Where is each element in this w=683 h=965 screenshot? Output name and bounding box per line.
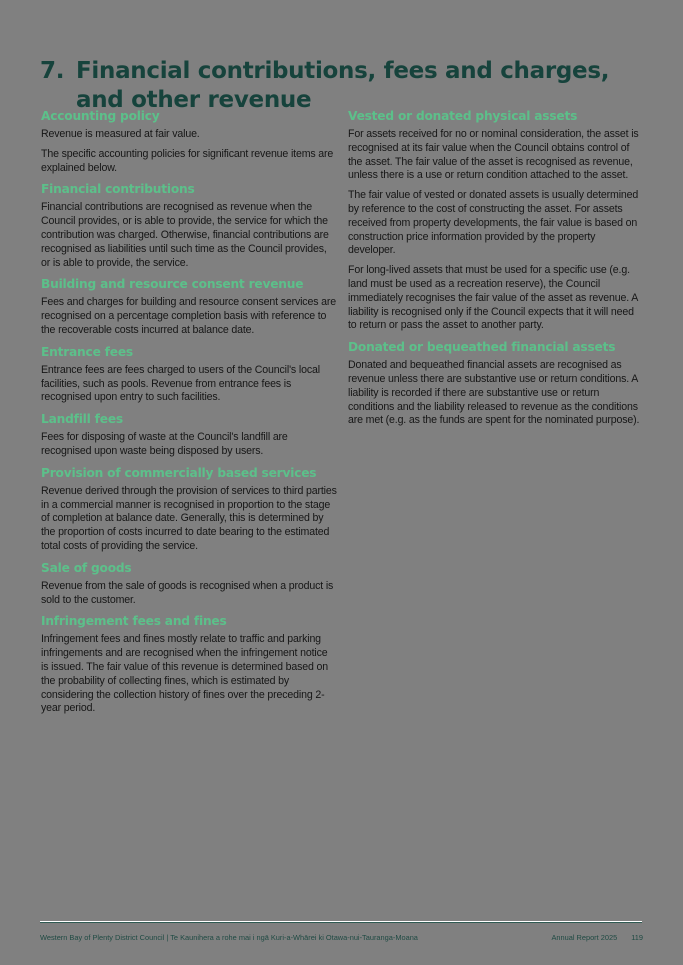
section-heading: Financial contributions <box>41 182 195 197</box>
footer-report-info <box>551 933 643 943</box>
section-vested-donated-physical-assets <box>348 108 644 333</box>
section-heading: Accounting policy <box>41 109 160 123</box>
paragraph: Donated and bequeathed financial assets are recognised as revenue unless there are substantive use or return conditions. A liability is recorded if there are substantive use or return conditions and the liability released to revenue as the conditions are met (e.g. as the funds are spent for the nominated purpose). <box>348 359 640 427</box>
paragraph: For long-lived assets that must be used for a specific use (e.g. land must be used as a recreation reserve), the Council immediately recognises the fair value of the asset as revenue. A liability is recognised only if the Council expects that it will need to return or pass the asset to another party. <box>348 264 638 332</box>
section-number: 7. <box>40 58 65 85</box>
section-heading: Donated or bequeathed financial assets <box>348 340 616 355</box>
section-heading: Landfill fees <box>41 412 123 427</box>
section-donated-bequeathed-financial-assets <box>348 339 644 428</box>
section-financial-contributions <box>41 181 337 270</box>
footer-divider-accent <box>40 922 642 923</box>
section-landfill-fees <box>41 411 337 459</box>
page-title-text: Financial contributions, fees and charges, and other revenue <box>76 58 610 114</box>
paragraph: The specific accounting policies for significant revenue items are explained below. <box>41 147 334 174</box>
section-entrance-fees <box>41 344 337 405</box>
section-heading: Infringement fees and fines <box>41 614 227 629</box>
section-infringement-fees <box>41 613 337 716</box>
section-sale-of-goods <box>41 560 337 608</box>
page-number: 119 <box>631 933 643 942</box>
left-column <box>41 108 337 722</box>
section-heading: Entrance fees <box>41 344 133 359</box>
paragraph: For assets received for no or nominal consideration, the asset is recognised at its fair value when the Council obtains control of the asset. The fair value of the asset is recognised as revenue, unless there is a use or return condition attached to the asset. <box>348 128 639 182</box>
footer-organisation: Western Bay of Plenty District Council | Te Kaunihera a rohe mai i ngā Kuri-a-Whārei ki Otawa-nui-Tauranga-Moana <box>40 933 418 942</box>
paragraph: Financial contributions are recognised as revenue when the Council provides, or is able to provide, the service for which the contribution was charged. Otherwise, financial contributions are recognised as liabilities until such time as the Council provides, or is able to provide, the service. <box>41 201 329 269</box>
paragraph: Entrance fees are fees charged to users of the Council's local facilities, such as pools. Revenue from entrance fees is recognised upon entry to such facilities. <box>41 363 320 404</box>
paragraph: Revenue from the sale of goods is recognised when a product is sold to the customer. <box>41 579 334 606</box>
paragraph: Infringement fees and fines mostly relate to traffic and parking infringements and are recognised when the infringement notice is issued. The fair value of this revenue is determined based on the probability of collecting fines, which is estimated by considering the collection history of fines over the preceding 2-year period. <box>41 633 328 715</box>
paragraph: Revenue is measured at fair value. <box>41 128 200 140</box>
footer-report-name: Annual Report 2025 <box>551 933 618 942</box>
section-heading: Sale of goods <box>41 560 132 575</box>
section-commercial-services <box>41 465 337 554</box>
paragraph: Fees for disposing of waste at the Council's landfill are recognised upon waste being disposed by users. <box>41 431 288 457</box>
section-heading: Vested or donated physical assets <box>348 109 578 123</box>
section-building-resource-consent <box>41 276 337 337</box>
section-heading: Building and resource consent revenue <box>41 277 304 292</box>
section-accounting-policy <box>41 108 337 175</box>
paragraph: Revenue derived through the provision of services to third parties in a commercial manner is recognised in proportion to the stage of completion at balance date. Generally, this is determined by the proportion of costs incurred to date bearing to the estimated total costs of providing the service. <box>41 484 337 552</box>
paragraph: Fees and charges for building and resource consent services are recognised on a percentage completion basis with reference to the recoverable costs incurred at balance date. <box>41 296 336 336</box>
page-title <box>40 57 640 115</box>
paragraph: The fair value of vested or donated assets is usually determined by reference to the cost of constructing the asset. For assets received from property developments, the fair value is based on construction price information provided by the property developer. <box>348 189 639 257</box>
right-column <box>348 108 644 434</box>
section-heading: Provision of commercially based services <box>41 465 317 480</box>
